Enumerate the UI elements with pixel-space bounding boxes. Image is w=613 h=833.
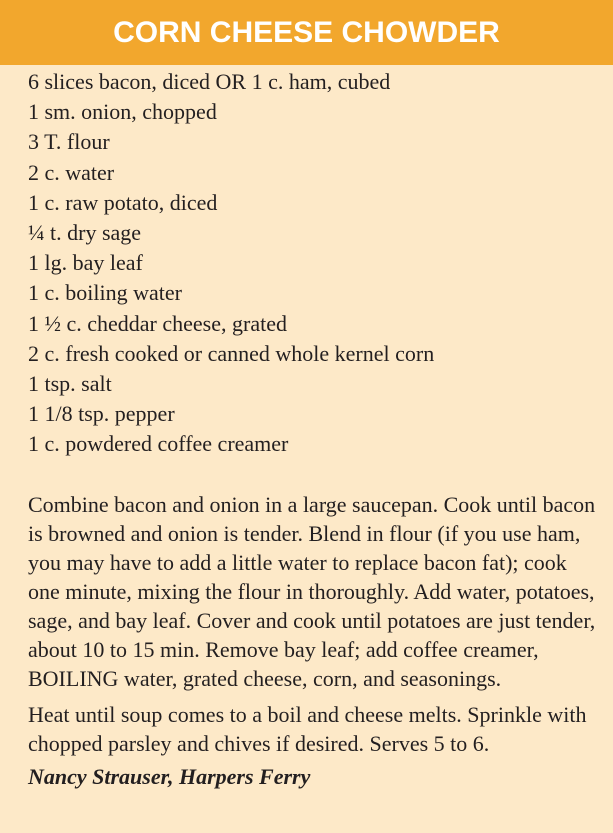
recipe-body xyxy=(28,67,601,792)
recipe-title: CORN CHEESE CHOWDER xyxy=(113,15,500,49)
ingredient-item: 1 c. boiling water xyxy=(28,280,182,306)
ingredient-item: 3 T. flour xyxy=(28,129,110,155)
ingredient-item: 2 c. fresh cooked or canned whole kernel corn xyxy=(28,340,435,366)
ingredient-item: 1 tsp. salt xyxy=(28,371,112,397)
ingredient-item: ¼ t. dry sage xyxy=(28,220,142,246)
ingredient-item: 1 ½ c. cheddar cheese, grated xyxy=(28,310,287,336)
ingredient-item: 1 c. raw potato, diced xyxy=(28,189,218,215)
ingredient-item: 6 slices bacon, diced OR 1 c. ham, cubed xyxy=(28,69,391,94)
directions-paragraph: Heat until soup comes to a boil and cheese melts. Sprinkle with chopped parsley and chives if desired. Serves 5 to 6. xyxy=(28,701,587,756)
ingredient-item: 1 lg. bay leaf xyxy=(28,250,143,276)
ingredient-item: 2 c. water xyxy=(28,159,115,185)
ingredient-item: 1 c. powdered coffee creamer xyxy=(28,431,289,457)
ingredient-item: 1 1/8 tsp. pepper xyxy=(28,401,175,427)
ingredient-item: 1 sm. onion, chopped xyxy=(28,99,217,125)
recipe-header xyxy=(0,0,613,65)
ingredient-list xyxy=(28,67,601,460)
recipe-author: Nancy Strauser, Harpers Ferry xyxy=(28,763,311,789)
directions-paragraph: Combine bacon and onion in a large saucepan. Cook until bacon is browned and onion is tender. Blend in flour (if you use ham, you may have to add a little water to replace bacon fat); cook one minute, mixing the flour in thoroughly. Add water, potatoes, sage, and bay leaf. Cover and cook until potatoes are just tender, about 10 to 15 min. Remove bay leaf; add coffee creamer, BOILING water, grated cheese, corn, and seasonings. xyxy=(28,491,596,691)
